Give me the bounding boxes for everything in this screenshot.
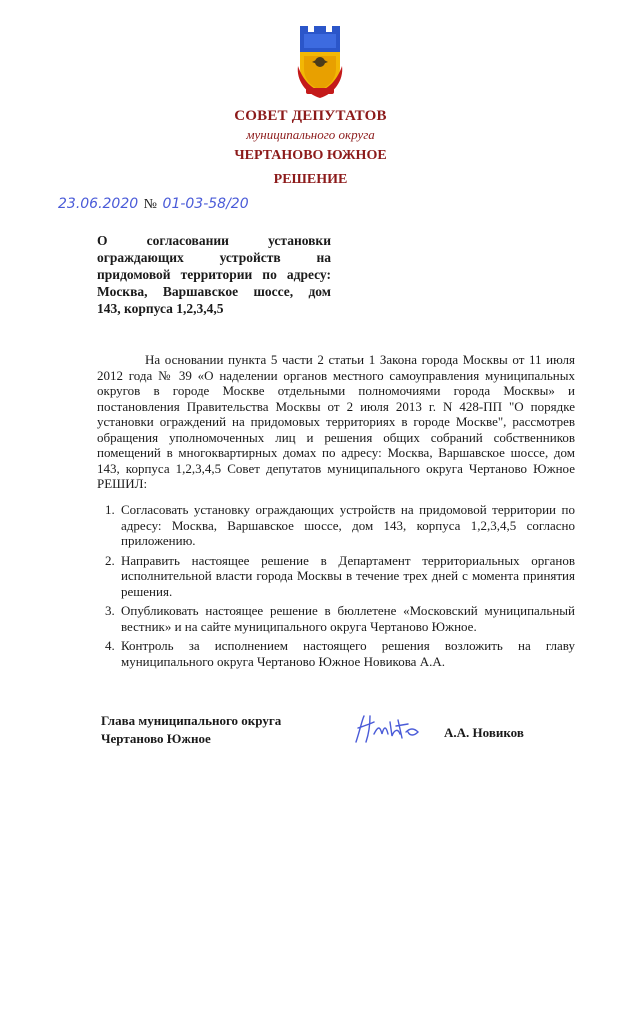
subject-line: О согласовании установки bbox=[97, 233, 331, 248]
handwritten-signature bbox=[352, 712, 424, 746]
signatory-title-line: Чертаново Южное bbox=[101, 731, 211, 746]
item-number: 2. bbox=[105, 552, 115, 568]
list-item bbox=[97, 638, 575, 669]
council-title: СОВЕТ ДЕПУТАТОВ bbox=[234, 108, 387, 124]
item-text: Опубликовать настоящее решение в бюллетене «Московский муниципальный вестник» и на сайте муниципального округа Чертаново Южное. bbox=[121, 603, 575, 634]
coat-of-arms-emblem bbox=[290, 22, 350, 102]
item-text: Согласовать установку ограждающих устройств на придомовой территории по адресу: Москва, Варшавское шоссе, дом 143, корпуса 1,2,3,4,5 согласно приложению. bbox=[121, 502, 575, 548]
number-sign: № bbox=[143, 197, 158, 212]
district-name: ЧЕРТАНОВО ЮЖНОЕ bbox=[234, 148, 387, 163]
subject-line: Москва, Варшавское шоссе, дом bbox=[97, 284, 331, 299]
list-item bbox=[97, 553, 575, 600]
item-number: 3. bbox=[105, 603, 115, 618]
list-item bbox=[97, 502, 575, 549]
signatory-name: А.А. Новиков bbox=[444, 725, 524, 740]
list-item bbox=[97, 603, 575, 634]
council-subtitle: муниципального округа bbox=[246, 127, 375, 142]
signatory-title-line: Глава муниципального округа bbox=[101, 713, 282, 728]
item-text: Направить настоящее решение в Департамент территориальных органов исполнительной власти города Москвы в течение трех дней с момента принятия решения. bbox=[121, 552, 575, 599]
decision-subject bbox=[97, 232, 331, 317]
date-number-line bbox=[58, 196, 249, 213]
signatory-title bbox=[101, 712, 281, 748]
decision-date: 23.06.2020 bbox=[58, 196, 139, 212]
subject-line: ограждающих устройств на bbox=[97, 250, 331, 265]
subject-line: 143, корпуса 1,2,3,4,5 bbox=[97, 301, 224, 316]
document-type: РЕШЕНИЕ bbox=[273, 172, 348, 187]
item-number: 1. bbox=[105, 502, 115, 517]
decision-items-list bbox=[97, 502, 575, 673]
decision-number: 01-03-58/20 bbox=[162, 196, 249, 212]
subject-line: придомовой территории по адресу: bbox=[97, 267, 331, 282]
item-text: Контроль за исполнением настоящего решения возложить на главу муниципального округа Чертаново Южное Новикова А.А. bbox=[121, 638, 575, 669]
preamble-paragraph: На основании пункта 5 части 2 статьи 1 Закона города Москвы от 11 июля 2012 года № 39 «О наделении органов местного самоуправления муниципальных округов в городе Москве отдельными полномочиями города Москвы» и постановления Правительства Москвы от 2 июля 2013 г. N 428-ПП "О порядке установки ограждений на придомовых территориях в городе Москве", рассмотрев обращения уполномоченных лиц и решения общих собраний собственников помещений в многоквартирных домах по адресу: Москва, Варшавское шоссе, дом 143, корпуса 1,2,3,4,5 Совет депутатов муниципального округа Чертаново Южное РЕШИЛ: bbox=[97, 352, 575, 491]
item-number: 4. bbox=[105, 638, 115, 653]
